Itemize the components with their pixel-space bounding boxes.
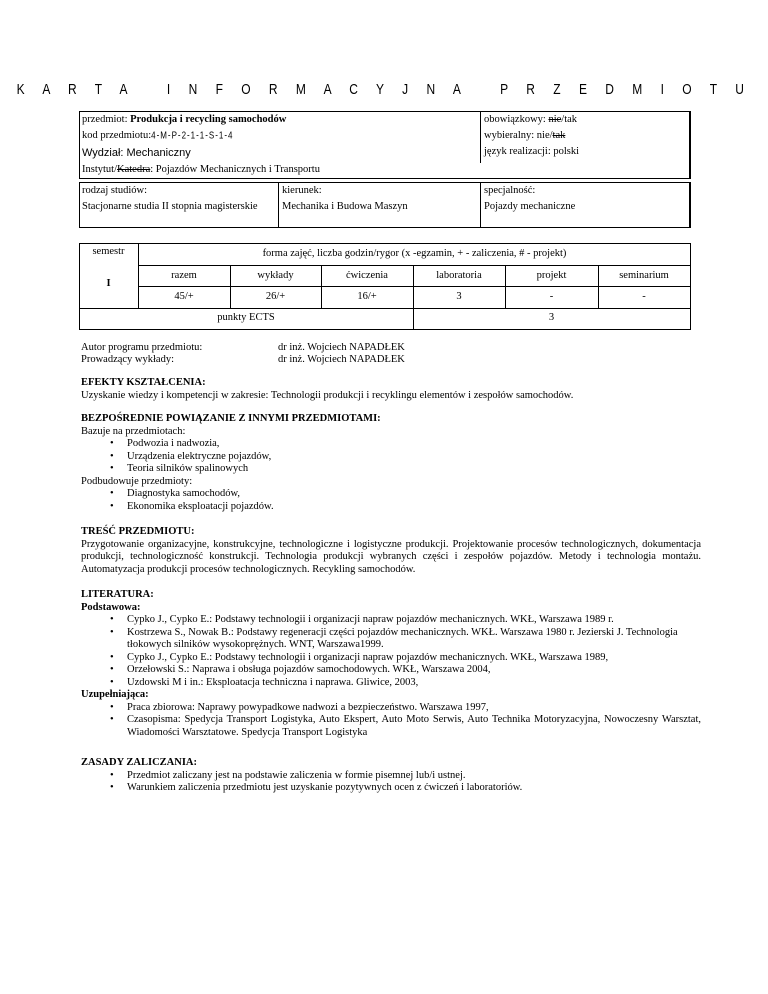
author-label: Autor programu przedmiotu: — [81, 342, 203, 353]
study-type-value: Stacjonarne studia II stopnia magisterskie — [82, 201, 258, 212]
list-item: • Teoria silników spalinowych — [81, 463, 701, 476]
rules-list — [81, 770, 701, 795]
list-item: • Orzełowski S.: Naprawa i obsługa pojazdów samochodowych. WKŁ, Warszawa 2004, — [81, 664, 701, 677]
course-code-value: 4-M-P-2-1-1-S-1-4 — [151, 129, 234, 142]
supports-list — [81, 488, 701, 513]
study-type-label: rodzaj studiów: — [82, 185, 148, 196]
literature-supplementary-label: Uzupełniająca: — [81, 689, 149, 700]
institute: Instytut/Katedra: Pojazdów Mechanicznych i Transportu — [82, 164, 320, 175]
col-header-project: projekt — [536, 270, 567, 281]
literature-basic-label: Podstawowa: — [81, 601, 141, 613]
page-title: K A R T A I N F O R M A C Y J N A P R Z E D M I O T U — [16, 80, 752, 98]
literature-section — [81, 589, 701, 739]
faculty: Wydział: Mechaniczny — [82, 147, 191, 159]
list-item: • Przedmiot zaliczany jest na podstawie zaliczenia w formie pisemnej lub/i ustnej. — [81, 770, 701, 783]
specialty-label: specjalność: — [484, 185, 536, 196]
value-lectures: 26/+ — [265, 291, 286, 302]
rules-heading: ZASADY ZALICZANIA: — [81, 757, 198, 768]
list-item: • Uzdowski M i in.: Eksploatacja techniczna i naprawa. Gliwice, 2003, — [81, 677, 701, 690]
value-seminar: - — [642, 291, 646, 302]
list-item: • Cypko J., Cypko E.: Podstawy technologii i organizacji napraw pojazdów mechanicznych. WKŁ, Warszawa 1989, — [81, 652, 701, 665]
effects-heading: EFEKTY KSZTAŁCENIA: — [81, 377, 206, 388]
hours-table-header: forma zajęć, liczba godzin/rygor (x -egzamin, + - zaliczenia, # - projekt) — [262, 248, 567, 259]
col-header-laboratories: laboratoria — [436, 270, 482, 281]
direction-value: Mechanika i Budowa Maszyn — [282, 201, 408, 212]
content-text: Przygotowanie organizacyjne, konstrukcyjne, technologiczne i logistyczne produkcji. Projektowanie procesów technologicznych, dokumentacja produkcji, technologiczność konstrukcji. Technologia produkcji wybranych części i zespołów pojazdów. Metody i technologia montażu. Automatyzacja produkcji procesów technologicznych. Recykling samochodów. — [81, 538, 701, 575]
semester-label: semestr — [92, 246, 125, 257]
lecturer-label: Prowadzący wykłady: — [81, 354, 175, 365]
list-item: • Ekonomika eksploatacji pojazdów. — [81, 501, 701, 514]
list-item: • Kostrzewa S., Nowak B.: Podstawy regeneracji części pojazdów mechanicznych. WKŁ. Warszawa 1980 r. Jezierski J. Technologia tłokowych silników wysokoprężnych. WNT, Warszawa1999. — [81, 627, 701, 652]
col-header-seminar: seminarium — [619, 270, 669, 281]
author-value: dr inż. Wojciech NAPADŁEK — [278, 342, 405, 353]
list-item: • Cypko J., Cypko E.: Podstawy technologii i organizacji napraw pojazdów mechanicznych. WKŁ, Warszawa 1989 r. — [81, 614, 701, 627]
based-on-list — [81, 438, 701, 476]
supports-label: Podbudowuje przedmioty: — [81, 475, 193, 487]
list-item: • Praca zbiorowa: Naprawy powypadkowe nadwozi a bezpieczeństwo. Warszawa 1997, — [81, 702, 701, 715]
value-project: - — [549, 291, 554, 302]
ects-label: punkty ECTS — [217, 312, 275, 323]
semester-value: I — [106, 278, 111, 289]
list-item: • Podwozia i nadwozia, — [81, 438, 701, 451]
effects-text: Uzyskanie wiedzy i kompetencji w zakresie: Technologii produkcji i recyklingu elementów i zespołów samochodów. — [81, 389, 574, 401]
col-header-total: razem — [171, 270, 197, 281]
literature-basic-list — [81, 614, 701, 689]
list-item: • Urządzenia elektryczne pojazdów, — [81, 451, 701, 464]
list-item: • Diagnostyka samochodów, — [81, 488, 701, 501]
col-header-exercises: ćwiczenia — [346, 270, 388, 281]
value-exercises: 16/+ — [357, 291, 377, 302]
relations-heading: BEZPOŚREDNIE POWIĄZANIE Z INNYMI PRZEDMIOTAMI: — [81, 413, 381, 424]
course-name: przedmiot: Produkcja i recycling samochodów — [82, 114, 287, 125]
hours-table — [79, 243, 691, 330]
list-item: • Warunkiem zaliczenia przedmiotu jest uzyskanie pozytywnych ocen z ćwiczeń i laboratoriów. — [81, 782, 701, 795]
content-section — [81, 526, 701, 576]
direction-label: kierunek: — [282, 185, 322, 196]
rules-section — [81, 757, 701, 795]
language: język realizacji: polski — [484, 146, 580, 157]
based-on-label: Bazuje na przedmiotach: — [81, 425, 186, 437]
literature-supplementary-list — [81, 702, 701, 740]
mandatory: obowiązkowy: nie/tak — [484, 114, 578, 125]
relations-section — [81, 413, 701, 513]
lecturer-value: dr inż. Wojciech NAPADŁEK — [278, 354, 405, 365]
specialty-value: Pojazdy mechaniczne — [484, 201, 576, 212]
list-item: • Czasopisma: Spedycja Transport Logistyka, Auto Ekspert, Auto Moto Serwis, Auto Technika Motoryzacyjna, Nowoczesny Warsztat, Wiadomości Warsztatowe. Spedycja Transport Logistyka — [81, 714, 701, 739]
course-code: kod przedmiotu:4-M-P-2-1-1-S-1-4 — [82, 129, 233, 143]
course-info-divider — [480, 111, 481, 163]
ects-value: 3 — [548, 312, 555, 323]
course-name-value: Produkcja i recycling samochodów — [130, 114, 287, 125]
content-heading: TREŚĆ PRZEDMIOTU: — [81, 526, 195, 537]
col-header-lectures: wykłady — [257, 270, 294, 281]
literature-heading: LITERATURA: — [81, 589, 154, 600]
value-laboratories: 3 — [456, 291, 462, 302]
value-total: 45/+ — [174, 291, 194, 302]
study-divider-1 — [278, 182, 279, 228]
effects-section — [81, 377, 701, 402]
study-divider-2 — [480, 182, 481, 228]
elective: wybieralny: nie/tak — [484, 130, 566, 141]
